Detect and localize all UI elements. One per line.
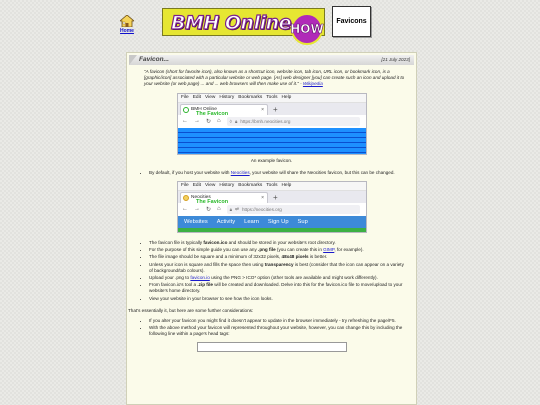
step-text: , for example). bbox=[334, 246, 364, 252]
list-item bbox=[149, 275, 408, 281]
how-logo-icon bbox=[275, 9, 325, 45]
step-text: Unless your icon is square and fills the space then using bbox=[149, 261, 265, 267]
site-logo-text: BMH Online bbox=[171, 12, 292, 34]
menu-item: History bbox=[219, 95, 235, 101]
step-bold: transparency bbox=[264, 261, 294, 267]
figure-caption: An example favicon. bbox=[250, 157, 293, 163]
step-text: is better. bbox=[308, 254, 328, 260]
article-panel bbox=[126, 52, 417, 405]
menu-item: View bbox=[205, 183, 216, 189]
step-bold: .zip file bbox=[197, 282, 213, 288]
steps-list bbox=[149, 240, 408, 302]
list-item bbox=[149, 170, 408, 176]
step-text: The file image should be square and a minimum of 32x32 pixels, bbox=[149, 254, 282, 260]
browser-nav-row bbox=[178, 198, 366, 216]
step-text: is best (consider that the icon can appear on a variety of background/tab colours). bbox=[149, 261, 404, 273]
step-text: using the PNG > ICO* option (other tools are available and might work differently). bbox=[209, 275, 378, 280]
neocities-green-strip bbox=[178, 228, 366, 232]
reload-icon: ↻ bbox=[206, 118, 212, 125]
shield-icon: ◊ bbox=[229, 118, 232, 124]
neocities-note-pre: By default, if you host your website with bbox=[149, 169, 231, 175]
forward-arrow-icon: → bbox=[194, 206, 200, 213]
menu-item: Tools bbox=[266, 183, 278, 189]
close-tab-icon: × bbox=[261, 194, 264, 201]
step-text: will be created and downloaded. Delve into this for the favicon.ico file to move/upload to your website's home directory. bbox=[149, 282, 403, 294]
quote-text: "A favicon (short for favorite icon), also known as a shortcut icon, website icon, tab icon, URL icon, or bookmark icon, is a [graphic/icon] associated with a particular website or web page. [As] web designer [you] can create such an icon and upload it to your website (or web page) ... and ... web browsers will then make use of it." - bbox=[144, 69, 405, 86]
header-corner bbox=[129, 55, 137, 65]
tab-title: Neocities bbox=[191, 195, 211, 201]
step-text: (you can create this in bbox=[275, 246, 324, 252]
article-header bbox=[129, 55, 414, 65]
list-item bbox=[149, 240, 408, 246]
new-tab-icon: + bbox=[273, 192, 278, 202]
step-bold: 48x48 pixels bbox=[281, 254, 309, 260]
menu-item: Help bbox=[281, 183, 292, 189]
article-title: Favicon... bbox=[139, 56, 169, 63]
topic-badge: Favicons bbox=[332, 6, 371, 37]
url-bar bbox=[227, 205, 360, 214]
page-preview-stripes bbox=[178, 128, 366, 154]
new-tab-icon: + bbox=[273, 104, 278, 114]
site-nav-item: Sign Up bbox=[267, 218, 289, 225]
gimp-link[interactable]: GIMP bbox=[323, 246, 335, 252]
close-tab-icon: × bbox=[261, 106, 264, 113]
menu-item: Bookmarks bbox=[238, 95, 263, 101]
lock-icon: 🔒︎ bbox=[234, 118, 238, 124]
home-icon: ⌂ bbox=[217, 118, 221, 125]
list-item bbox=[149, 254, 408, 260]
url-text: https://bmh.neocities.org bbox=[240, 118, 291, 124]
menu-item: File bbox=[181, 95, 189, 101]
home-label[interactable]: Home bbox=[120, 28, 134, 34]
svg-text:HOW: HOW bbox=[290, 22, 324, 36]
lock-icon: 🔒︎ bbox=[229, 206, 233, 212]
favicon-icon bbox=[183, 107, 189, 113]
menu-item: Help bbox=[281, 95, 292, 101]
forward-arrow-icon: → bbox=[194, 118, 200, 125]
favicon-io-link[interactable]: favicon.io bbox=[190, 275, 210, 280]
site-nav-item: Sup bbox=[297, 218, 308, 225]
list-item bbox=[149, 282, 408, 294]
list-item: • If you alter your favicon you might find it doesn't appear to update in the browser immediately - try refreshing the page/F5. bbox=[149, 318, 408, 324]
list-item bbox=[149, 296, 408, 302]
neocities-note-list bbox=[149, 170, 408, 176]
menu-item: Bookmarks bbox=[238, 183, 263, 189]
considerations-list bbox=[149, 318, 408, 337]
menu-item: File bbox=[181, 183, 189, 189]
menu-item: View bbox=[205, 95, 216, 101]
code-snippet-box bbox=[197, 342, 347, 352]
url-bar bbox=[227, 117, 360, 126]
further-intro: That's essentially it, but here are some further considerations: bbox=[128, 307, 254, 313]
step-text: and should be stored in your website's root directory. bbox=[227, 239, 336, 245]
neocities-note-post: , your website will share the Neocities favicon, but this can be changed. bbox=[249, 169, 395, 175]
step-text: For the purpose of this simple guide you can use any bbox=[149, 246, 259, 252]
neocities-link[interactable]: Neocities bbox=[230, 169, 250, 175]
reload-icon: ↻ bbox=[206, 206, 212, 213]
site-nav-item: Activity bbox=[216, 218, 236, 225]
step-bold: favicon.ico bbox=[203, 239, 228, 245]
menu-item: Tools bbox=[266, 95, 278, 101]
connection-icon: ⇄ bbox=[235, 206, 239, 212]
back-arrow-icon: ← bbox=[182, 118, 188, 125]
list-item bbox=[149, 247, 408, 253]
house-icon bbox=[120, 15, 134, 27]
neocities-browser-screenshot bbox=[177, 181, 367, 233]
step-text: From favicon.io's tool a bbox=[149, 282, 198, 288]
menu-item: History bbox=[219, 183, 235, 189]
favicon-icon bbox=[183, 195, 189, 201]
home-icon: ⌂ bbox=[217, 206, 221, 213]
browser-menubar bbox=[178, 182, 366, 191]
menu-item: Edit bbox=[192, 95, 202, 101]
neocities-site-nav bbox=[178, 216, 366, 228]
back-arrow-icon: ← bbox=[182, 206, 188, 213]
url-text: https://neocities.org bbox=[241, 206, 282, 212]
menu-item: Edit bbox=[192, 183, 202, 189]
step-text: Upload your .png to bbox=[149, 275, 191, 280]
site-nav-item: Learn bbox=[244, 218, 259, 225]
home-link[interactable] bbox=[117, 15, 137, 34]
site-nav-item: Websites bbox=[184, 218, 208, 225]
step-bold: .png file bbox=[258, 246, 276, 252]
list-item bbox=[149, 262, 408, 274]
step-text: View your website in your browser to see how the icon looks. bbox=[149, 295, 273, 301]
favicon-annotation: The Favicon bbox=[196, 198, 229, 205]
step-text: The favicon file is typically bbox=[149, 239, 204, 245]
article-date: [21 July 2023] bbox=[381, 57, 410, 62]
example-browser-screenshot bbox=[177, 93, 367, 155]
tab-title: BMH Online bbox=[191, 107, 217, 113]
site-logo-banner[interactable] bbox=[162, 8, 325, 36]
list-item: • With the above method your favicon will represented throughout your website, however, you can change this by including the following line within a page's head tags: bbox=[149, 325, 408, 337]
favicon-annotation: The Favicon bbox=[196, 110, 229, 117]
wikipedia-quote bbox=[144, 69, 408, 87]
wikipedia-link[interactable]: Wikipedia bbox=[302, 80, 323, 86]
browser-menubar bbox=[178, 94, 366, 103]
